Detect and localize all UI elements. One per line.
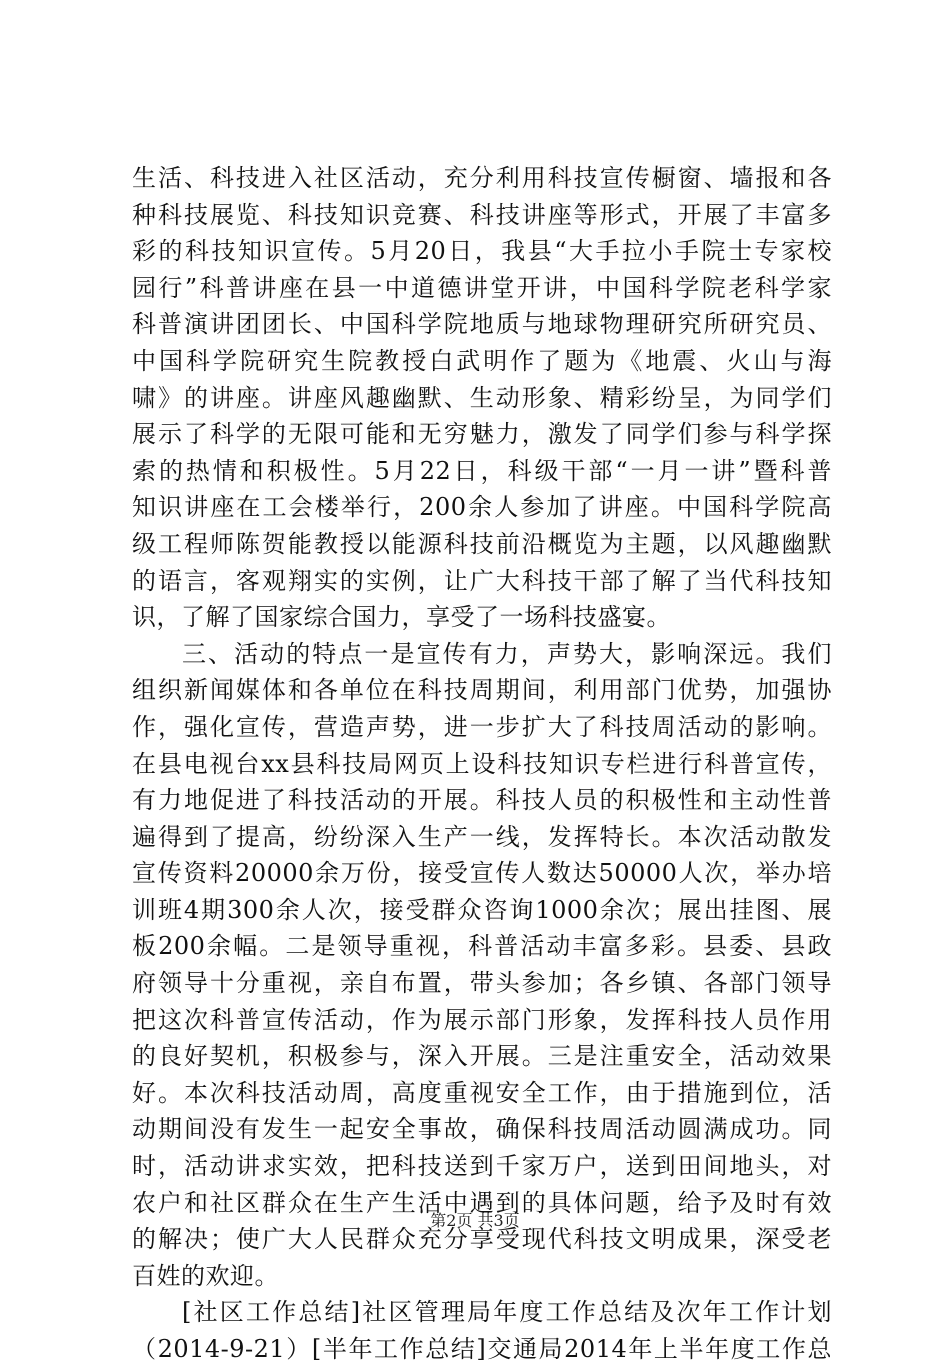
text-line: 动期间没有发生一起安全事故，确保科技周活动圆满成功。同 xyxy=(132,1115,832,1144)
text-line: 好。本次科技活动周，高度重视安全工作，由于措施到位，活 xyxy=(132,1078,832,1107)
text-line: 把这次科普宣传活动，作为展示部门形象，发挥科技人员作用 xyxy=(132,1005,832,1034)
text-line: 组织新闻媒体和各单位在科技周期间，利用部门优势，加强协 xyxy=(132,676,832,705)
text-line: 三、活动的特点一是宣传有力，声势大，影响深远。我们 xyxy=(182,639,832,668)
text-line: 的解决；使广大人民群众充分享受现代科技文明成果，深受老 xyxy=(132,1225,832,1254)
text-line: 时，活动讲求实效，把科技送到千家万户，送到田间地头，对 xyxy=(132,1152,832,1181)
text-line: 板200余幅。二是领导重视，科普活动丰富多彩。县委、县政 xyxy=(132,932,832,961)
text-line: 科普演讲团团长、中国科学院地质与地球物理研究所研究员、 xyxy=(132,310,832,339)
text-line: 种科技展览、科技知识竞赛、科技讲座等形式，开展了丰富多 xyxy=(132,200,832,229)
text-line: 有力地促进了科技活动的开展。科技人员的积极性和主动性普 xyxy=(132,786,832,815)
text-line: 园行”科普讲座在县一中道德讲堂开讲，中国科学院老科学家 xyxy=(132,273,832,302)
text-line: 展示了科学的无限可能和无穷魅力，激发了同学们参与科学探 xyxy=(132,420,832,449)
text-line: 训班4期300余人次，接受群众咨询1000余次；展出挂图、展 xyxy=(132,895,832,924)
text-line: 生活、科技进入社区活动，充分利用科技宣传橱窗、墙报和各 xyxy=(132,164,832,192)
text-line: 遍得到了提高，纷纷深入生产一线，发挥特长。本次活动散发 xyxy=(132,822,832,851)
text-line: 中国科学院研究生院教授白武明作了题为《地震、火山与海 xyxy=(132,346,832,375)
text-line: 彩的科技知识宣传。5月20日，我县“大手拉小手院士专家校 xyxy=(132,237,832,266)
page-footer: 第2页 共3页 xyxy=(430,1211,520,1230)
text-line: 索的热情和积极性。5月22日，科级干部“一月一讲”暨科普 xyxy=(132,456,832,485)
text-line: 农户和社区群众在生产生活中遇到的具体问题，给予及时有效 xyxy=(132,1188,832,1217)
text-line: 知识讲座在工会楼举行，200余人参加了讲座。中国科学院高 xyxy=(132,493,832,522)
text-line: （2014-9-21）[半年工作总结]交通局2014年上半年度工作总 xyxy=(132,1335,832,1363)
text-line: 的语言，客观翔实的实例，让广大科技干部了解了当代科技知 xyxy=(132,566,832,595)
text-line: 作，强化宣传，营造声势，进一步扩大了科技周活动的影响。 xyxy=(132,712,832,741)
text-line: 啸》的讲座。讲座风趣幽默、生动形象、精彩纷呈，为同学们 xyxy=(132,383,832,412)
text-line: 宣传资料20000余万份，接受宣传人数达50000人次，举办培 xyxy=(132,859,832,888)
text-line: 百姓的欢迎。 xyxy=(132,1261,279,1290)
text-line: 府领导十分重视，亲自布置，带头参加；各乡镇、各部门领导 xyxy=(132,969,832,998)
text-line: 的良好契机，积极参与，深入开展。三是注重安全，活动效果 xyxy=(132,1042,832,1071)
text-line: 识，了解了国家综合国力，享受了一场科技盛宴。 xyxy=(132,603,671,632)
text-line: 级工程师陈贺能教授以能源科技前沿概览为主题，以风趣幽默 xyxy=(132,529,832,558)
document-body xyxy=(132,160,832,1368)
text-line: [社区工作总结]社区管理局年度工作总结及次年工作计划 xyxy=(182,1298,832,1327)
text-line: 在县电视台xx县科技局网页上设科技知识专栏进行科普宣传， xyxy=(132,749,832,778)
